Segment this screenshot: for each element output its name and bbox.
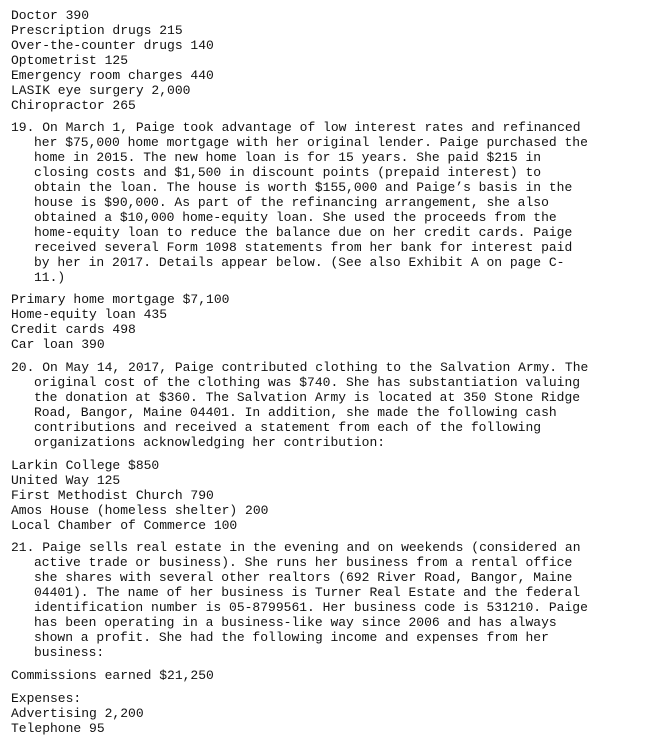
- medical-expense-list: [11, 8, 651, 113]
- paragraph-line: business:: [34, 645, 105, 660]
- list-item: Doctor 390: [11, 8, 90, 23]
- paragraph-line: has been operating in a business-like way since 2006 and has always: [34, 615, 557, 630]
- contribution-list: [11, 458, 651, 533]
- paragraph-line: by her in 2017. Details appear below. (See also Exhibit A on page C-: [34, 255, 565, 270]
- paragraph-line: active trade or business). She runs her business from a rental office: [34, 555, 573, 570]
- list-item: Amos House (homeless shelter) 200: [11, 503, 269, 518]
- interest-paid-list: [11, 292, 651, 352]
- document-page: [11, 8, 651, 736]
- paragraph-line: 11.): [34, 270, 66, 285]
- list-item: Advertising 2,200: [11, 706, 144, 721]
- paragraph-line: original cost of the clothing was $740. She has substantiation valuing: [34, 375, 581, 390]
- list-item: Chiropractor 265: [11, 98, 136, 113]
- item-19-paragraph: [11, 120, 651, 285]
- paragraph-line: organizations acknowledging her contribution:: [34, 435, 386, 450]
- expenses-heading: Expenses:: [11, 691, 82, 706]
- list-item: Over-the-counter drugs 140: [11, 38, 214, 53]
- paragraph-line: 19. On March 1, Paige took advantage of low interest rates and refinanced: [11, 120, 581, 135]
- paragraph-line: home in 2015. The new home loan is for 15 years. She paid $215 in: [34, 150, 542, 165]
- paragraph-line: she shares with several other realtors (692 River Road, Bangor, Maine: [34, 570, 573, 585]
- list-item: Local Chamber of Commerce 100: [11, 518, 238, 533]
- item-20-paragraph: [11, 360, 651, 450]
- paragraph-line: identification number is 05-8799561. Her business code is 531210. Paige: [34, 600, 588, 615]
- list-item: Prescription drugs 215: [11, 23, 183, 38]
- commissions-line: Commissions earned $21,250: [11, 668, 214, 683]
- paragraph-line: Road, Bangor, Maine 04401. In addition, she made the following cash: [34, 405, 557, 420]
- paragraph-line: 21. Paige sells real estate in the evening and on weekends (considered an: [11, 540, 581, 555]
- list-item: Optometrist 125: [11, 53, 129, 68]
- paragraph-line: her $75,000 home mortgage with her original lender. Paige purchased the: [34, 135, 588, 150]
- paragraph-line: obtained a $10,000 home-equity loan. She used the proceeds from the: [34, 210, 557, 225]
- paragraph-line: house is $90,000. As part of the refinancing arrangement, she also: [34, 195, 549, 210]
- list-item: Home-equity loan 435: [11, 307, 168, 322]
- paragraph-line: shown a profit. She had the following income and expenses from her: [34, 630, 549, 645]
- list-item: Larkin College $850: [11, 458, 160, 473]
- list-item: Credit cards 498: [11, 322, 136, 337]
- list-item: Car loan 390: [11, 337, 105, 352]
- paragraph-line: closing costs and $1,500 in discount points (prepaid interest) to: [34, 165, 542, 180]
- list-item: First Methodist Church 790: [11, 488, 214, 503]
- paragraph-line: 20. On May 14, 2017, Paige contributed clothing to the Salvation Army. The: [11, 360, 589, 375]
- paragraph-line: home-equity loan to reduce the balance due on her credit cards. Paige: [34, 225, 573, 240]
- paragraph-line: 04401). The name of her business is Turner Real Estate and the federal: [34, 585, 581, 600]
- paragraph-line: the donation at $360. The Salvation Army is located at 350 Stone Ridge: [34, 390, 581, 405]
- expense-list: [11, 706, 651, 736]
- list-item: Telephone 95: [11, 721, 105, 736]
- paragraph-line: contributions and received a statement from each of the following: [34, 420, 542, 435]
- item-21-paragraph: [11, 540, 651, 660]
- list-item: Primary home mortgage $7,100: [11, 292, 230, 307]
- list-item: LASIK eye surgery 2,000: [11, 83, 191, 98]
- list-item: United Way 125: [11, 473, 121, 488]
- paragraph-line: obtain the loan. The house is worth $155,000 and Paige’s basis in the: [34, 180, 573, 195]
- list-item: Emergency room charges 440: [11, 68, 214, 83]
- paragraph-line: received several Form 1098 statements from her bank for interest paid: [34, 240, 573, 255]
